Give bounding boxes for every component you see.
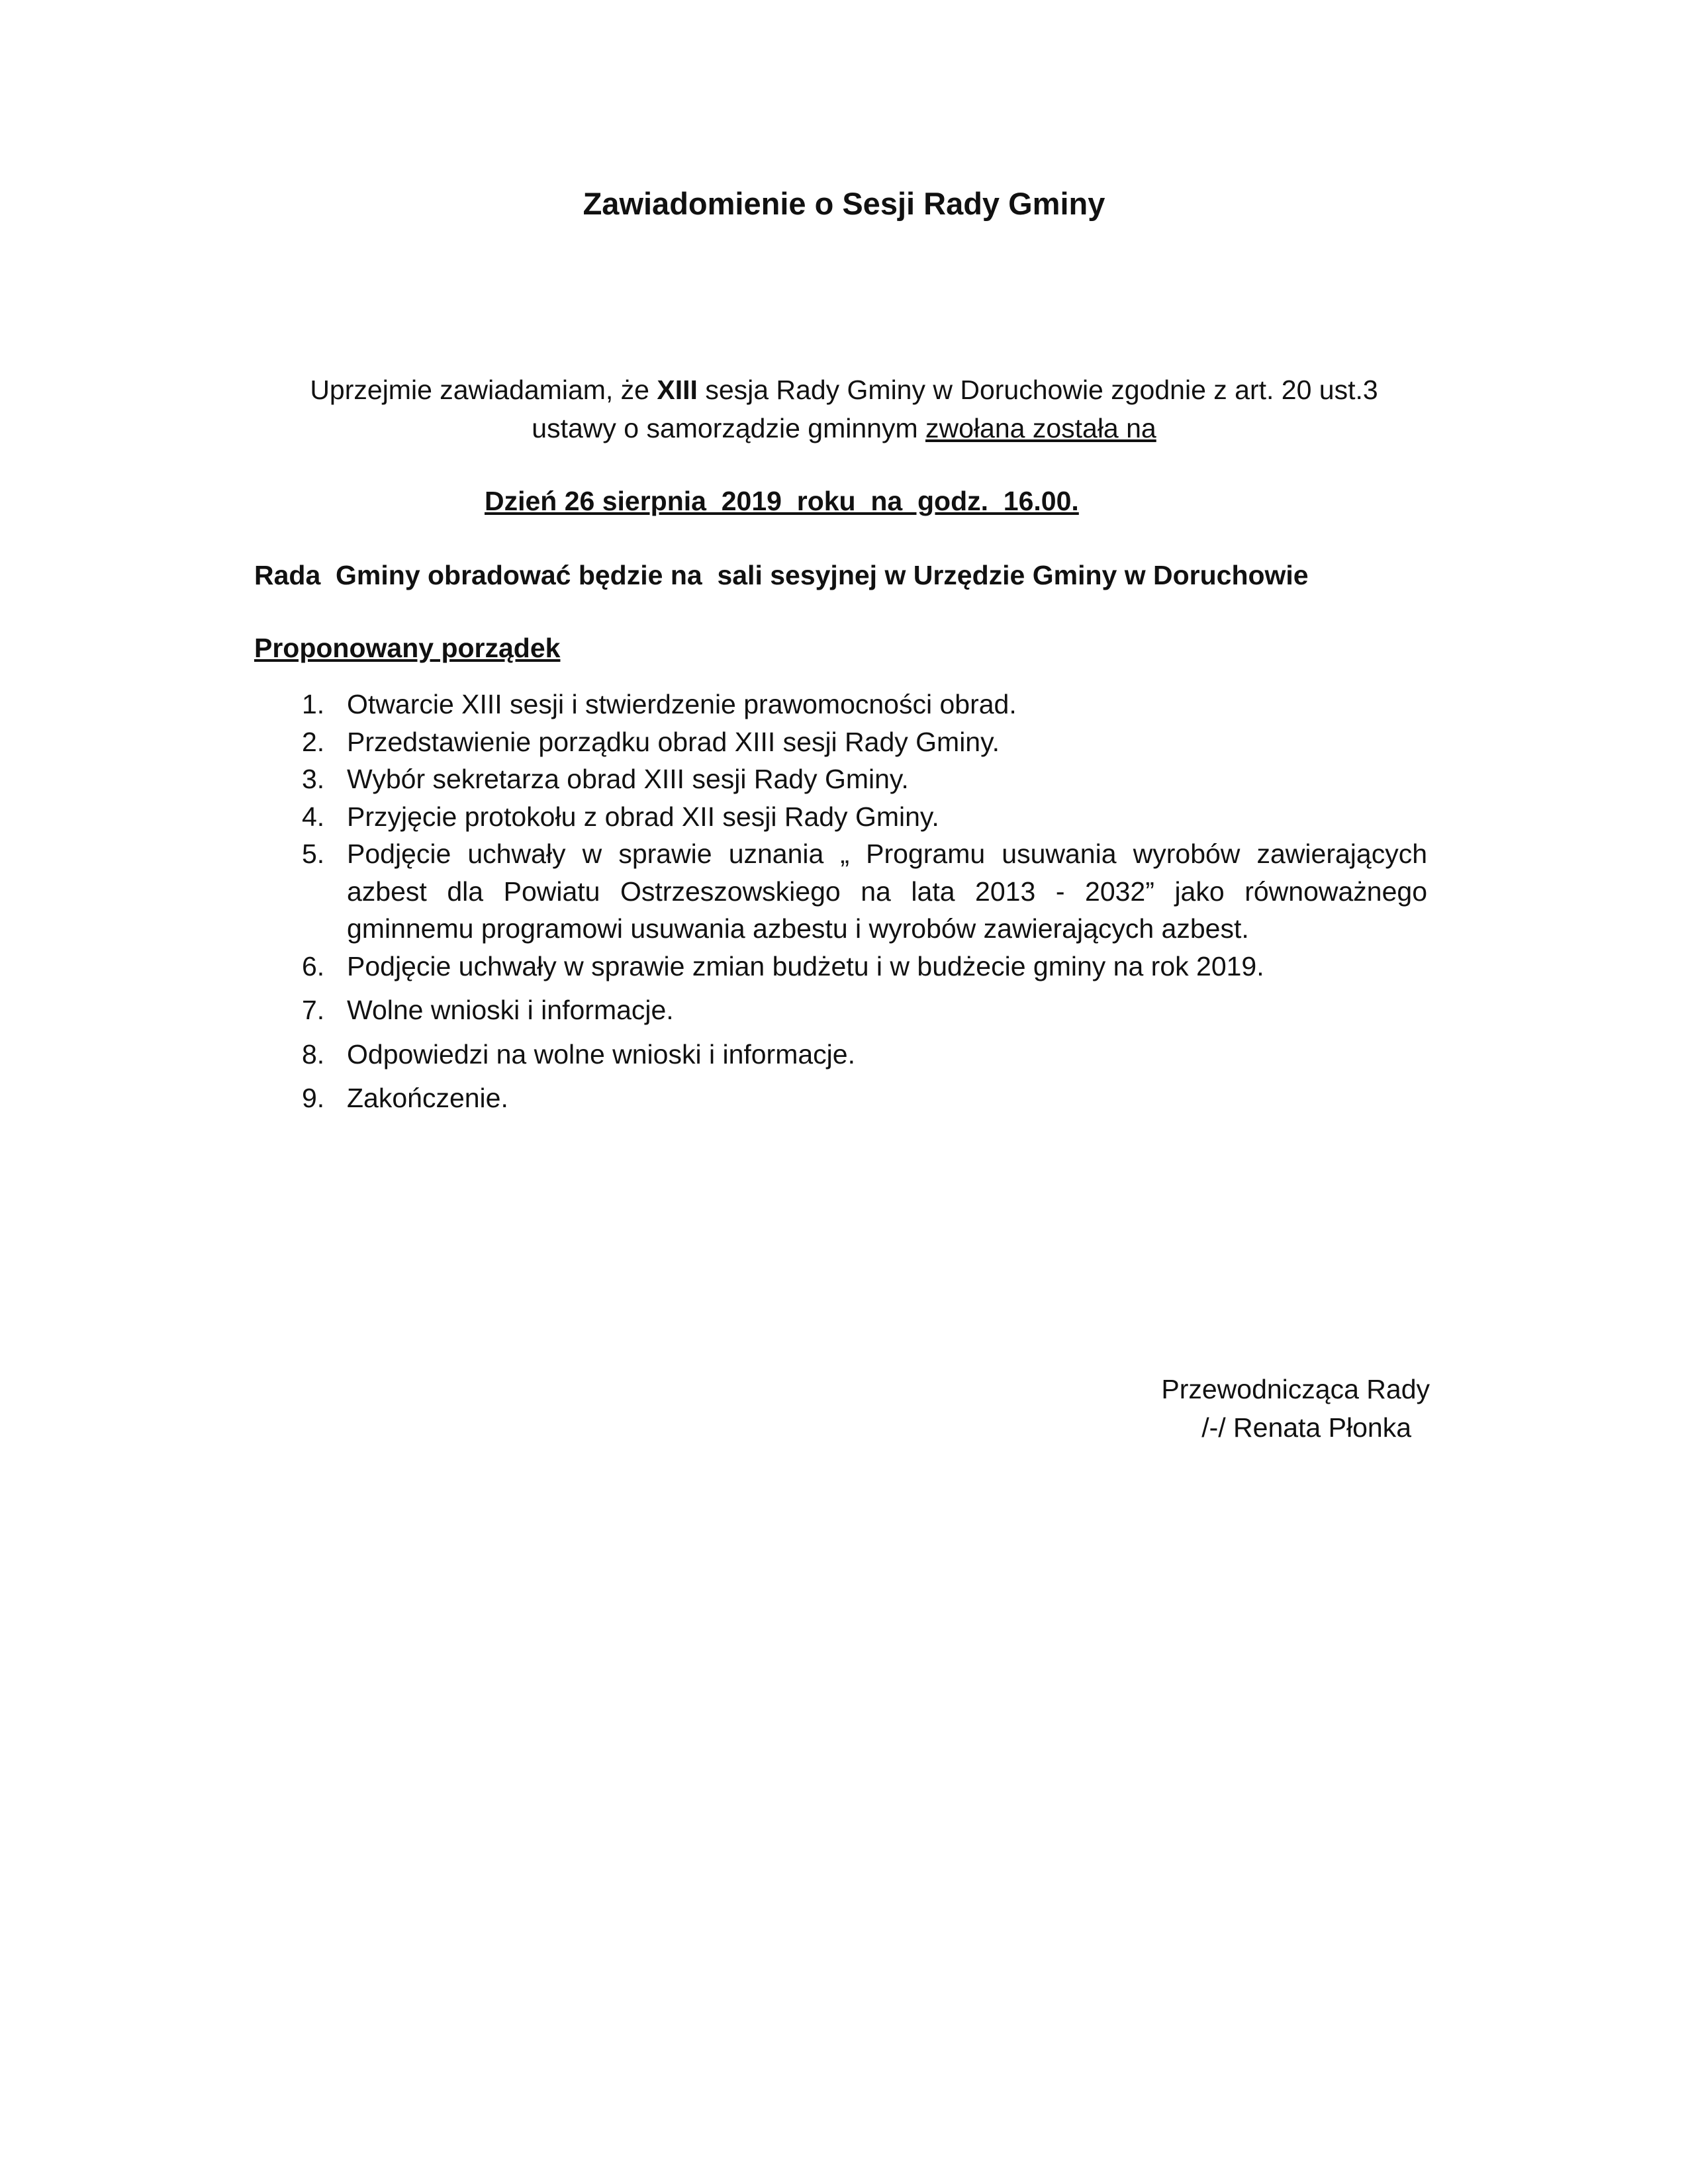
- agenda-item: [291, 948, 1427, 985]
- agenda-item-text: Otwarcie XIII sesji i stwierdzenie prawomocności obrad.: [347, 689, 1017, 719]
- agenda-item-number: 9.: [302, 1083, 325, 1113]
- agenda-item: [291, 760, 1427, 798]
- agenda-item-text: Wybór sekretarza obrad XIII sesji Rady Gminy.: [347, 764, 909, 794]
- signature-role: Przewodnicząca Rady: [1161, 1374, 1430, 1404]
- agenda-item-text: Przyjęcie protokołu z obrad XII sesji Rady Gminy.: [347, 801, 939, 832]
- intro-text-start: Uprzejmie zawiadamiam, że: [310, 375, 657, 405]
- agenda-item-number: 7.: [302, 995, 325, 1025]
- agenda-item-number: 6.: [302, 950, 325, 981]
- agenda-item-text: Odpowiedzi na wolne wnioski i informacje.: [347, 1038, 855, 1069]
- agenda-item: [291, 835, 1427, 948]
- intro-paragraph: [199, 371, 1489, 447]
- agenda-item-number: 2.: [302, 726, 325, 757]
- signature-name: /-/ Renata Płonka: [1201, 1412, 1411, 1443]
- agenda-item: [291, 1036, 1427, 1073]
- signature-block: [1072, 1370, 1430, 1447]
- agenda-item-text: Przedstawienie porządku obrad XIII sesji Rady Gminy.: [347, 726, 1000, 757]
- agenda-item: [291, 1079, 1427, 1117]
- agenda-item-number: 4.: [302, 801, 325, 832]
- intro-text-end: sesja Rady Gminy w Doruchowie zgodnie z art. 20 ust.3: [697, 375, 1378, 405]
- intro-line2-underlined: zwołana została na: [925, 413, 1156, 443]
- agenda-item-text: Podjęcie uchwały w sprawie zmian budżetu i w budżecie gminy na rok 2019.: [347, 950, 1264, 981]
- intro-line2-text: ustawy o samorządzie gminnym: [532, 413, 925, 443]
- session-number: XIII: [657, 375, 698, 405]
- agenda-item-number: 5.: [302, 839, 325, 869]
- agenda-item-text: Wolne wnioski i informacje.: [347, 995, 674, 1025]
- session-location: Rada Gminy obradować będzie na sali sesyjnej w Urzędzie Gminy w Doruchowie: [254, 560, 1309, 590]
- agenda-item-text: Podjęcie uchwały w sprawie uznania „ Programu usuwania wyrobów zawierających azbest dla Powiatu Ostrzeszowskiego na lata 2013 - 2032” jako równoważnego gminnemu programowi usuwania azbestu i wyrobów zawierających azbest.: [347, 839, 1427, 944]
- agenda-item: [291, 798, 1427, 836]
- agenda-item-number: 8.: [302, 1038, 325, 1069]
- agenda-item-number: 1.: [302, 689, 325, 719]
- agenda-item: [291, 686, 1427, 723]
- agenda-list: [291, 686, 1427, 1117]
- agenda-item: [291, 723, 1427, 761]
- agenda-heading: Proponowany porządek: [254, 633, 561, 663]
- agenda-item: [291, 991, 1427, 1029]
- session-date: Dzień 26 sierpnia 2019 roku na godz. 16.00.: [485, 486, 1079, 516]
- document-title: Zawiadomienie o Sesji Rady Gminy: [583, 186, 1105, 221]
- agenda-item-text: Zakończenie.: [347, 1083, 508, 1113]
- agenda-item-number: 3.: [302, 764, 325, 794]
